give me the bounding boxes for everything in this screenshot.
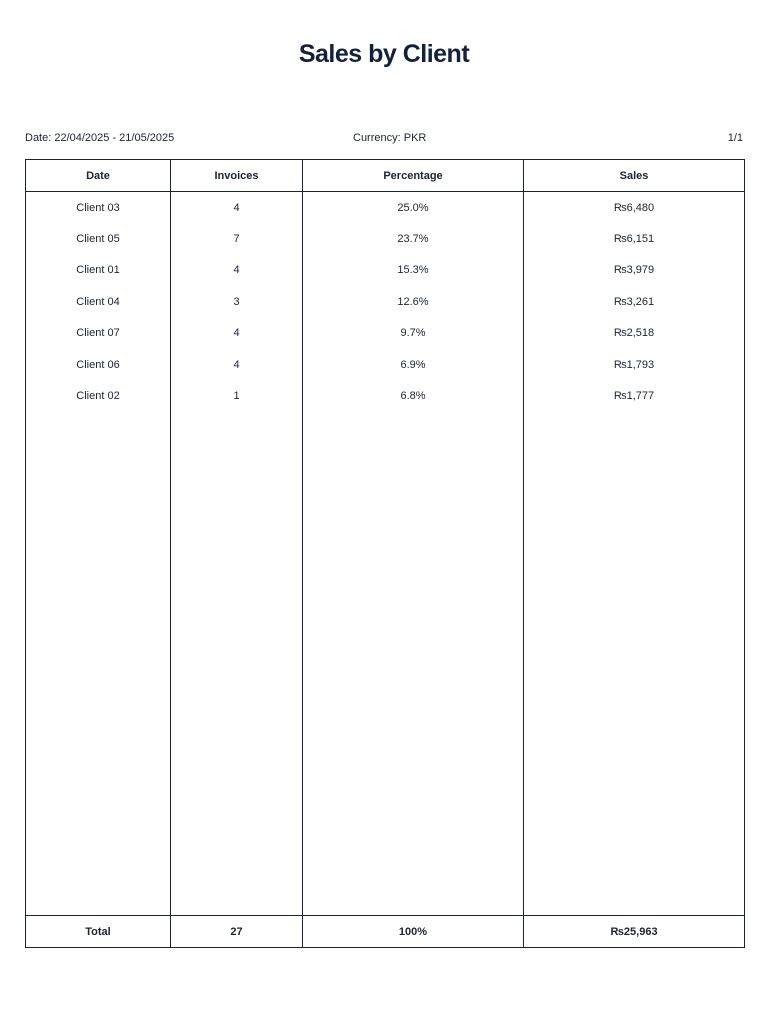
- client-cell: Client 07: [26, 318, 171, 349]
- sales-cell: ₨3,979: [524, 255, 745, 286]
- table-row: [26, 255, 745, 286]
- invoices-cell: 7: [171, 223, 303, 254]
- currency-label: Currency: PKR: [353, 132, 427, 144]
- percentage-cell: 12.6%: [303, 286, 524, 317]
- column-header-sales: Sales: [524, 160, 745, 192]
- client-cell: Client 04: [26, 286, 171, 317]
- invoices-cell: 1: [171, 380, 303, 411]
- client-cell: Client 02: [26, 380, 171, 411]
- table-row: [26, 318, 745, 349]
- total-sales: ₨25,963: [524, 916, 745, 948]
- percentage-cell: 15.3%: [303, 255, 524, 286]
- table-row: [26, 380, 745, 411]
- percentage-cell: 6.8%: [303, 380, 524, 411]
- page-number: 1/1: [727, 132, 743, 144]
- report-title: Sales by Client: [298, 40, 470, 68]
- invoices-cell: 4: [171, 255, 303, 286]
- table-header-row: [26, 160, 745, 192]
- sales-cell: ₨6,151: [524, 223, 745, 254]
- invoices-cell: 4: [171, 349, 303, 380]
- column-header-date: Date: [26, 160, 171, 192]
- column-header-invoices: Invoices: [171, 160, 303, 192]
- sales-table: [25, 159, 745, 948]
- table-row: [26, 192, 745, 224]
- client-cell: Client 05: [26, 223, 171, 254]
- percentage-cell: 25.0%: [303, 192, 524, 224]
- sales-cell: ₨1,777: [524, 380, 745, 411]
- client-cell: Client 03: [26, 192, 171, 224]
- invoices-cell: 3: [171, 286, 303, 317]
- total-invoices: 27: [171, 916, 303, 948]
- total-percentage: 100%: [303, 916, 524, 948]
- date-range: Date: 22/04/2025 - 21/05/2025: [25, 132, 175, 144]
- client-cell: Client 06: [26, 349, 171, 380]
- percentage-cell: 23.7%: [303, 223, 524, 254]
- table-row: [26, 349, 745, 380]
- table-row: [26, 286, 745, 317]
- sales-cell: ₨3,261: [524, 286, 745, 317]
- total-label: Total: [26, 916, 171, 948]
- invoices-cell: 4: [171, 192, 303, 224]
- totals-row: [26, 916, 745, 948]
- client-cell: Client 01: [26, 255, 171, 286]
- percentage-cell: 6.9%: [303, 349, 524, 380]
- sales-cell: ₨1,793: [524, 349, 745, 380]
- table-row: [26, 223, 745, 254]
- invoices-cell: 4: [171, 318, 303, 349]
- column-header-percentage: Percentage: [303, 160, 524, 192]
- percentage-cell: 9.7%: [303, 318, 524, 349]
- sales-cell: ₨6,480: [524, 192, 745, 224]
- sales-cell: ₨2,518: [524, 318, 745, 349]
- empty-table-area: [26, 412, 745, 916]
